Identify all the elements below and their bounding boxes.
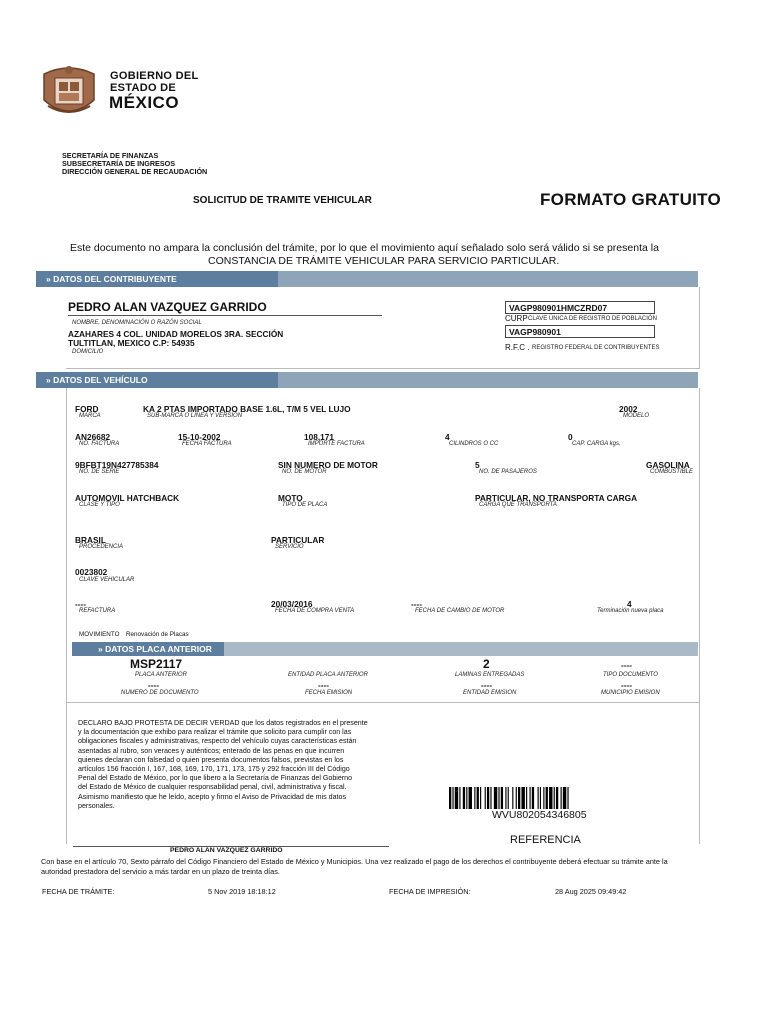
barcode-bar xyxy=(538,787,539,809)
barcode-bar xyxy=(549,787,552,809)
barcode-bar xyxy=(505,787,506,809)
placa-label: PLACA ANTERIOR xyxy=(135,672,187,678)
double-chevron-icon: » xyxy=(46,274,51,284)
declaration-line: asentadas al rubro, son veraces y auténticos; enterado de las penas en que incurren xyxy=(78,746,345,755)
clase-label: CLASE Y TIPO xyxy=(79,502,120,508)
barcode-bar xyxy=(567,787,568,809)
pasajeros-label: NO. DE PASAJEROS xyxy=(479,469,537,475)
form-title: SOLICITUD DE TRAMITE VEHICULAR xyxy=(193,195,372,206)
barcode-bar xyxy=(532,787,534,809)
declaration-line: y la documentación que exhibo para realizar el trámite que solicito para cumplir con las xyxy=(78,728,352,737)
barcode-bar xyxy=(474,787,475,809)
rfc-label: REGISTRO FEDERAL DE CONTRIBUYENTES xyxy=(532,345,660,351)
fecha-tramite-value: 5 Nov 2019 18:18:12 xyxy=(208,887,276,896)
importe-label: IMPORTE FACTURA xyxy=(308,441,365,447)
tipo-placa-value: MOTO xyxy=(278,493,303,503)
declaration-line: quienes declaran con falsedad o quien presenta documentos falsos, previstas en los xyxy=(78,755,344,764)
entidad-emision-value: ---- xyxy=(481,680,493,690)
rfc-value: VAGP980901 xyxy=(505,325,655,338)
state-seal-logo xyxy=(38,60,100,120)
declaration-line: Penal del Estado de México, por lo que libero a la Secretaría de Finanzas del Gobierno xyxy=(78,774,353,783)
dept-line-1: SECRETARÍA DE FINANZAS xyxy=(62,151,159,160)
fecha-factura-label: FECHA FACTURA xyxy=(182,441,232,447)
dept-line-3: DIRECCIÓN GENERAL DE RECAUDACIÓN xyxy=(62,167,208,176)
barcode-bar xyxy=(501,787,503,809)
entidad-emision-label: ENTIDAD EMISION xyxy=(463,690,517,696)
municipio-label: MUNICIPIO EMISION xyxy=(601,690,660,696)
vehiculo-title-text: DATOS DEL VEHÍCULO xyxy=(53,375,148,385)
laminas-value: 2 xyxy=(483,657,490,671)
serie-value: 9BFBT19N427785384 xyxy=(75,460,159,470)
barcode-bar xyxy=(556,787,558,809)
declaration-line: del Estado de México de cualquier responsabilidad penal, civil, administrativa y fiscal. xyxy=(78,783,347,792)
declaration-line: personales. xyxy=(78,801,115,810)
barcode-bar xyxy=(452,787,453,809)
vehiculo-section-bar xyxy=(36,372,698,388)
num-doc-value: ---- xyxy=(148,680,160,690)
legal-text-line-2: autoridad prestadora del servicio a más tardar en un plazo de treinta días. xyxy=(41,867,280,876)
tipo-doc-value: ---- xyxy=(621,660,633,670)
num-doc-label: NUMERO DE DOCUMENTO xyxy=(121,690,199,696)
placa-section-title xyxy=(72,642,224,656)
rfc-prefix: R.F.C . xyxy=(505,343,530,352)
cambio-motor-label: FECHA DE CAMBIO DE MOTOR xyxy=(415,608,505,614)
address-line-2: TULTITLAN, MEXICO C.P: 54935 xyxy=(68,338,195,348)
barcode-bar xyxy=(494,787,497,809)
fecha-factura-value: 15-10-2002 xyxy=(178,432,221,442)
notice-line-1: Este documento no ampara la conclusión del trámite, por lo que el movimiento aquí señalado solo será válido si se presenta la xyxy=(70,242,659,254)
contribuyente-title-text: DATOS DEL CONTRIBUYENTE xyxy=(53,274,177,284)
free-format-label: FORMATO GRATUITO xyxy=(540,190,722,209)
tipo-doc-label: TIPO DOCUMENTO xyxy=(603,672,658,678)
barcode-bar xyxy=(480,787,481,809)
declaration-line: DECLARO BAJO PROTESTA DE DECIR VERDAD que los datos registrados en el presente xyxy=(78,719,368,727)
barcode-bar xyxy=(469,787,472,809)
procedencia-label: PROCEDENCIA xyxy=(79,544,124,550)
declaration-line: obligaciones fiscales y administrativas, respecto del vehículo cuyas características están xyxy=(78,737,357,746)
barcode-bar xyxy=(490,787,491,809)
factura-value: AN26682 xyxy=(75,432,111,442)
barcode-bar xyxy=(516,787,517,809)
placa-title-text: DATOS PLACA ANTERIOR xyxy=(105,644,212,654)
barcode-bar xyxy=(561,787,562,809)
terminacion-label: Terminación nueva placa xyxy=(597,608,664,614)
double-chevron-icon: » xyxy=(98,644,103,654)
submarca-value: KA 2 PTAS IMPORTADO BASE 1.6L, T/M 5 VEL LUJO xyxy=(143,404,351,414)
carga-transporta-value: PARTICULAR, NO TRANSPORTA CARGA xyxy=(475,493,638,503)
section-divider xyxy=(66,702,700,703)
combustible-value: GASOLINA xyxy=(646,460,690,470)
submarca-label: SUB-MARCA O LINEA Y VERSIÓN xyxy=(147,413,243,419)
curp-prefix: CURP xyxy=(505,314,528,323)
fecha-tramite-label: FECHA DE TRÁMITE: xyxy=(42,887,115,896)
address-label: DOMICILIO xyxy=(72,349,104,355)
barcode-bar xyxy=(477,787,479,809)
tipo-placa-label: TIPO DE PLACA xyxy=(282,502,328,508)
terminacion-value: 4 xyxy=(627,599,632,609)
importe-value: 108,171 xyxy=(304,432,334,442)
barcode-bar xyxy=(512,787,513,809)
signature-name: PEDRO ALAN VAZQUEZ GARRIDO xyxy=(170,847,283,854)
barcode-text: WVU802054346805 xyxy=(492,809,587,821)
barcode-bar xyxy=(521,787,524,809)
barcode-bar xyxy=(518,787,520,809)
motor-value: SIN NUMERO DE MOTOR xyxy=(278,460,378,470)
barcode xyxy=(449,787,632,809)
procedencia-value: BRASIL xyxy=(75,535,106,545)
refactura-value: ---- xyxy=(75,599,87,609)
cambio-motor-value: ---- xyxy=(411,599,423,609)
barcode-bar xyxy=(498,787,499,809)
fecha-compra-value: 20/03/2016 xyxy=(271,599,313,609)
barcode-bar xyxy=(449,787,451,809)
contribuyente-section-bar xyxy=(36,271,698,287)
cilindros-label: CILINDROS O CC xyxy=(449,441,499,447)
barcode-bar xyxy=(455,787,458,809)
barcode-bar xyxy=(540,787,541,809)
movimiento-label: MOVIMIENTO xyxy=(79,631,120,638)
factura-label: NO. FACTURA xyxy=(79,441,120,447)
barcode-bar xyxy=(508,787,509,809)
taxpayer-name-underline xyxy=(68,315,382,316)
marca-label: MARCA xyxy=(79,413,101,419)
barcode-bar xyxy=(526,787,527,809)
declaration-line: artículos 156 fracción I, 167, 168, 169, 170, 171, 173, 175 y 292 fracción III del Código xyxy=(78,765,350,774)
modelo-label: MODELO xyxy=(623,413,650,419)
placa-section-bar xyxy=(72,642,698,656)
notice-line-2: CONSTANCIA DE TRÁMITE VEHICULAR PARA SERVICIO PARTICULAR. xyxy=(208,255,560,267)
modelo-value: 2002 xyxy=(619,404,638,414)
curp-value: VAGP980901HMCZRD07 xyxy=(505,301,655,314)
fecha-impresion-label: FECHA DE IMPRESIÓN: xyxy=(389,887,471,896)
referencia-label: REFERENCIA xyxy=(510,834,581,846)
fecha-emision-label: FECHA EMISION xyxy=(305,690,353,696)
taxpayer-name-label: NOMBRE, DENOMINACIÓN O RAZÓN SOCIAL xyxy=(72,320,202,326)
barcode-bar xyxy=(546,787,548,809)
vehiculo-section-title xyxy=(36,372,278,388)
movimiento-value: Renovación de Placas xyxy=(126,631,189,638)
curp-label: CLAVE ÚNICA DE REGISTRO DE POBLACIÓN xyxy=(528,316,657,322)
gov-title-line3: MÉXICO xyxy=(109,93,180,112)
barcode-bar xyxy=(459,787,460,809)
gov-title-line2: ESTADO DE xyxy=(110,82,177,94)
motor-label: NO. DE MOTOR xyxy=(282,469,327,475)
pasajeros-value: 5 xyxy=(475,460,480,470)
gov-title-line1: GOBIERNO DEL xyxy=(110,70,199,82)
barcode-bar xyxy=(543,787,544,809)
carga-label: CAP. CARGA kgs. xyxy=(572,441,621,447)
clave-value: 0023802 xyxy=(75,567,108,577)
legal-text-line-1: Con base en el artículo 70, Sexto párrafo del Código Financiero del Estado de México y Municipios. Una vez realizado el pago de los derechos el contribuyente deberá efectuar su trámite ante la xyxy=(41,857,668,866)
fecha-emision-value: ---- xyxy=(318,680,330,690)
servicio-label: SERVICIO xyxy=(275,544,304,550)
barcode-bar xyxy=(530,787,531,809)
barcode-bar xyxy=(563,787,566,809)
fecha-compra-label: FECHA DE COMPRA VENTA xyxy=(275,608,355,614)
address-line-1: AZAHARES 4 COL. UNIDAD MORELOS 3RA. SECCIÓN xyxy=(68,329,284,339)
clave-label: CLAVE VEHICULAR xyxy=(79,577,135,583)
barcode-bar xyxy=(554,787,555,809)
clase-value: AUTOMOVIL HATCHBACK xyxy=(75,493,180,503)
barcode-bar xyxy=(487,787,489,809)
carga-transporta-label: CARGA QUE TRANSPORTA xyxy=(479,502,557,508)
declaration-text xyxy=(78,719,368,811)
barcode-bar xyxy=(485,787,486,809)
placa-value: MSP2117 xyxy=(130,657,183,671)
dept-line-2: SUBSECRETARÍA DE INGRESOS xyxy=(62,159,176,168)
municipio-value: ---- xyxy=(621,680,633,690)
combustible-label: COMBUSTIBLE xyxy=(650,469,694,475)
barcode-bar xyxy=(463,787,465,809)
taxpayer-name: PEDRO ALAN VAZQUEZ GARRIDO xyxy=(68,300,267,314)
fecha-impresion-value: 28 Aug 2025 09:49:42 xyxy=(555,887,627,896)
servicio-value: PARTICULAR xyxy=(271,535,325,545)
marca-value: FORD xyxy=(75,404,99,414)
entidad-placa-label: ENTIDAD PLACA ANTERIOR xyxy=(288,672,368,678)
laminas-label: LAMINAS ENTREGADAS xyxy=(455,672,525,678)
cilindros-value: 4 xyxy=(445,432,450,442)
contribuyente-section-title xyxy=(36,271,278,287)
serie-label: NO. DE SERIE xyxy=(79,469,120,475)
declaration-line: Asimismo manifiesto que he leído, acepto y firmo el Aviso de Privacidad de mis datos xyxy=(78,792,346,801)
barcode-bar xyxy=(466,787,467,809)
carga-value: 0 xyxy=(568,432,573,442)
refactura-label: REFACTURA xyxy=(79,608,116,614)
double-chevron-icon: » xyxy=(46,375,51,385)
